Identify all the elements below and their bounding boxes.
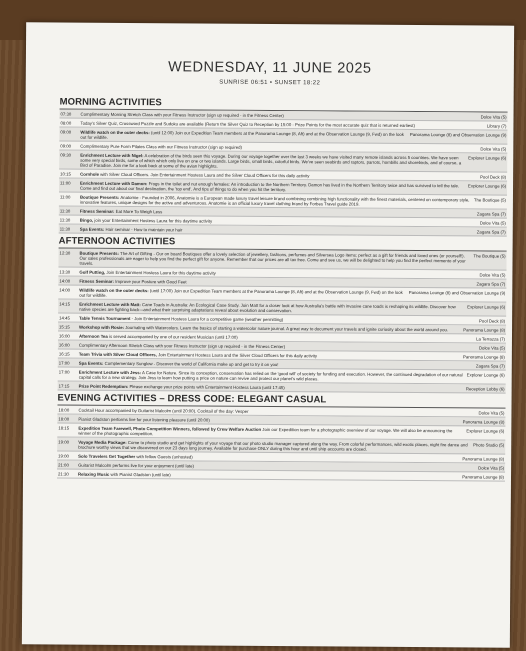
event-description xyxy=(79,269,479,277)
event-detail: A Case for Nature. Since its conception, conservation has relied on the 'good will' of society for funding and execution. However, the continued degradation of our natural capital calls for a new strategy. Join Jess to learn how putting a price on nature can revive and protect our planet's wild places. xyxy=(78,369,463,381)
event-detail: Today's Silver Quiz, Crossword Puzzle and Sudoku are available (Return the Silver Quiz to Reception by 15:00 - Prize Points for the most accurate quiz that is returned earliest) xyxy=(80,120,415,128)
event-location: Panorama Lounge (8) xyxy=(462,455,505,462)
event-location: Dolce Vita (5) xyxy=(478,409,505,416)
schedule-row xyxy=(59,225,507,237)
event-time: 16:00 xyxy=(58,333,70,339)
event-location: Dolce Vita (5) xyxy=(480,113,507,120)
event-description xyxy=(78,416,462,424)
event-description xyxy=(78,439,473,452)
event-description xyxy=(79,342,479,350)
event-description xyxy=(79,324,463,332)
event-location: Photo Studio (5) xyxy=(473,441,505,448)
event-title: Fitness Seminar: xyxy=(79,208,115,214)
event-time: 11:00 xyxy=(59,194,71,200)
event-time: 21:00 xyxy=(58,462,69,468)
schedule xyxy=(57,95,508,482)
event-detail: Cane Toads in Australia: An Ecological Case Study. Join Matt for a closer look at how Australia's battle with invasive cane toads is reshaping its wildlife. Discover how native species are fighting back—and what their surprising adaptations reveal about evolution and conservation. xyxy=(79,301,456,313)
event-detail: Complementary Sunglow - Discover the world of California make up and get to try it on you! xyxy=(104,360,279,367)
event-location: Dolce Vita (5) xyxy=(479,219,506,226)
event-description xyxy=(80,171,480,179)
event-title: Bingo, xyxy=(79,217,94,223)
sunrise-sunset: SUNRISE 06:51 • SUNSET 18:22 xyxy=(219,79,321,87)
event-title: Spa Events: xyxy=(79,226,105,232)
event-description xyxy=(78,453,462,461)
event-location: La Terrazza (7) xyxy=(476,335,505,342)
event-detail: The Art of Gifting - Our on board Boutiques offer a lovely selection of jewellery, fashions, perfumes and Silversea Logo items; perfect as a gift for friends and loved ones (or yourself!). Our sales professionals are eager to help you find the perfect gift for anyone. Remember that our prices are all tax free. Come and see us, we will be delighted to help you find the perfect memento of your travels. xyxy=(79,250,466,266)
event-detail: is served accompanied by one of our resident Musician (until 17:00) xyxy=(108,333,238,340)
event-title: Boutique Presents: xyxy=(79,250,119,256)
event-description xyxy=(80,180,468,193)
event-time: 21:30 xyxy=(58,471,69,477)
event-description xyxy=(80,143,480,151)
event-title: Team Trivia with Silver Cloud Officers, xyxy=(78,351,157,357)
schedule-row xyxy=(58,382,506,394)
event-description xyxy=(79,287,409,299)
event-detail: Complimentary Afternoon Stretch Class with your Fitness Instructor (sign up required - in the Fitness Center) xyxy=(78,342,286,349)
event-title: Relaxing Music xyxy=(78,471,110,477)
event-location: The Boutique (5) xyxy=(473,196,506,203)
event-description xyxy=(79,250,473,268)
event-description xyxy=(80,226,477,234)
event-detail: Eat More To Weigh Less xyxy=(115,208,163,214)
page-title: WEDNESDAY, 11 JUNE 2025 xyxy=(168,59,372,77)
event-time: 11:00 xyxy=(60,180,71,186)
event-time: 17:00 xyxy=(58,369,70,375)
event-detail: A celebration of the birds seen this voyage. During our voyage together over the last 3 weeks we have visited many remote islands across 5 countries. We have seen some very special birds, some of which which only live on one or two islands. Large birds, small birds, colorful birds. We've seen seabirds and raptors, parrots, hornbills and shorebirds, and of course, a Bird of Paradise. Join me for a look back at some of the avian highlights. xyxy=(80,152,462,169)
event-location: Panorama Lounge (8) xyxy=(463,326,506,333)
event-description xyxy=(81,111,481,119)
event-location: Dolce Vita (5) xyxy=(480,145,507,152)
event-title: Table Tennis Tournament xyxy=(79,315,131,321)
event-detail: Frogs in the toilet and nut enough females: An introduction to the Northern Territory. Damon has lived in the Northern Territory twice and has survived to tell the tale. Come and find out about our final destination, the 'top end'. And tips of things to do when you hit the territory. xyxy=(80,180,460,192)
event-detail: Cocktail Hour accompanied by Guitarist Malcolm (until 20:00). Cocktail of the day: Vesper xyxy=(78,407,249,414)
event-title: Workshop with Rosie: xyxy=(79,324,125,330)
event-time: 14:15 xyxy=(59,301,70,307)
event-time: 16:00 xyxy=(58,342,70,348)
event-detail: Join Entertainment Hostess Laura and the Silver Cloud Officers for this daily activity xyxy=(158,351,318,358)
event-detail: (until 17:00) Join our Expedition Team members at the Panorama Lounge (8, Aft) and at the Observation Lounge (9, Fwd) on the look out for wildlife. xyxy=(79,287,403,298)
event-title: Enrichment Lecture with Nigel: xyxy=(80,152,144,158)
event-detail: join your Entertainment Hostess Laura for this daytime activity xyxy=(94,217,213,224)
event-location: Zagara Spa (7) xyxy=(476,280,506,287)
event-title: Expedition Team Farewell, Photo Competition Winners, followed by Crew Welfare Auction xyxy=(78,425,262,432)
event-time: 18:00 xyxy=(58,407,70,413)
event-detail: with Pianist Gladston (until late) xyxy=(110,471,171,477)
event-location: Zagara Spa (7) xyxy=(476,228,506,235)
event-description xyxy=(80,120,486,128)
event-description xyxy=(79,369,467,382)
event-time: 12:30 xyxy=(59,250,71,256)
event-title: Wildlife watch on the outer decks: xyxy=(80,129,150,135)
event-time: 14:00 xyxy=(59,287,71,293)
event-detail: Come to photo studio and get highlights of your voyage that our photo studio manager captured along the way. From colorful performances, wild exotic places, night fire dance and brochure worthy views that we discovered on our 23 days long journey. Available for purchase ONLY during this hour and until ship accounts are closed. xyxy=(78,439,468,452)
event-location: Pool Deck (8) xyxy=(479,317,506,324)
event-detail: with Silver Cloud Officers. Join Entertainment Hostess Laura and the Silver Cloud Officers for this daily activity xyxy=(100,171,310,178)
event-time: 17:15 xyxy=(58,383,70,389)
event-detail: Hair seminar - How to maintain your hair xyxy=(105,226,183,232)
event-location: Panorama Lounge (8) xyxy=(463,353,505,360)
event-detail: with fellow Guests (unhosted) xyxy=(136,453,193,459)
section-heading: MORNING ACTIVITIES xyxy=(60,97,508,113)
event-title: Cornhole xyxy=(80,171,99,177)
event-detail: Anatomie - Founded in 2006, Anatomie is a European made luxury travel leisure brand combining combining high functionality with the finest materials, centered on contemporary style, innovative features, unique designs for the active and adventurous. Anatomie is an official luxury travel clothing brand by Forbes Travel guide 2019. xyxy=(79,194,470,207)
event-location: Panorama Lounge (8) xyxy=(462,418,505,425)
event-time: 10:15 xyxy=(60,171,71,177)
event-title: Enrichment Lecture with Damon: xyxy=(80,180,148,186)
schedule-row xyxy=(57,470,505,482)
event-time: 19:00 xyxy=(58,439,70,445)
event-time: 15:15 xyxy=(59,324,70,330)
section-heading: EVENING ACTIVITIES – DRESS CODE: ELEGANT CASUAL xyxy=(58,393,506,409)
section-heading: AFTERNOON ACTIVITIES xyxy=(59,236,507,252)
event-title: Wildlife watch on the outer decks: xyxy=(79,287,149,293)
event-location: Explorer Lounge (6) xyxy=(468,154,507,161)
event-time: 18:15 xyxy=(58,425,70,431)
event-detail: Please exchange your prize points with Entertainment Hostess Laura (until 17:45) xyxy=(129,383,285,390)
event-detail: Pianist Gladston performs live for your listening pleasure (until 20:00) xyxy=(78,416,210,423)
event-title: Golf Putting, xyxy=(79,269,106,275)
event-title: Afternoon Tea xyxy=(78,333,108,339)
event-description xyxy=(79,333,476,341)
event-time: 08:00 xyxy=(60,120,72,126)
event-description xyxy=(80,208,477,216)
event-time: 09:00 xyxy=(60,129,72,135)
event-description xyxy=(79,383,466,391)
event-description xyxy=(79,351,463,359)
event-time: 11:30 xyxy=(59,226,71,232)
event-time: 14:45 xyxy=(59,315,70,321)
event-title: Voyage Media Package: xyxy=(78,439,127,445)
event-title: Enrichment Lecture with Jess: xyxy=(78,369,142,375)
event-description xyxy=(78,407,478,415)
event-description xyxy=(78,471,462,479)
event-location: Dolce Vita (5) xyxy=(478,344,505,351)
event-time: 14:00 xyxy=(59,278,71,284)
event-location: Reception Lobby (6) xyxy=(465,385,505,392)
event-time: 19:00 xyxy=(58,453,69,459)
event-time: 17:00 xyxy=(58,360,70,366)
event-detail: (until 12:00) Join our Expedition Team members at the Panorama Lounge (8, Aft) and at the Observation Lounge (9, Fwd) on the look out for wildlife. xyxy=(80,129,404,140)
event-description xyxy=(78,462,478,470)
event-detail: Complimentary Pure Form Pilates Class with our Fitness Instructor (sign up required) xyxy=(80,143,243,150)
event-detail: Join Entertainment Hostess Laura for this daytime activity xyxy=(106,269,216,276)
event-description xyxy=(78,425,466,438)
event-location: The Boutique (5) xyxy=(473,252,506,259)
event-description xyxy=(80,129,410,141)
event-location: Panorama Lounge (8) xyxy=(462,473,505,480)
event-detail: Complimentary Morning Stretch Class with your Fitness Instructor (sign up required - in the Fitness Center) xyxy=(80,111,284,118)
event-time: 11:30 xyxy=(59,208,71,214)
event-location: Panorama Lounge (8) and Observation Lounge (9) xyxy=(409,131,507,138)
event-description xyxy=(79,360,476,368)
event-detail: Guitarist Malcolm performs live for your enjoyment (until late) xyxy=(78,462,194,468)
event-title: Spa Events: xyxy=(78,360,104,366)
event-title: Prize Point Redemption: xyxy=(78,383,129,389)
event-description xyxy=(79,278,476,286)
event-title: Fitness Seminar: xyxy=(79,278,115,284)
event-location: Explorer Lounge (6) xyxy=(466,427,505,434)
event-time: 13:30 xyxy=(59,269,71,275)
event-location: Panorama Lounge (8) and Observation Lounge (9) xyxy=(408,289,506,296)
event-location: Dolce Vita (5) xyxy=(478,464,505,471)
event-location: Zagara Spa (7) xyxy=(475,362,505,369)
event-location: Explorer Lounge (6) xyxy=(467,303,506,310)
event-time: 09:00 xyxy=(60,143,72,149)
event-location: Explorer Lounge (6) xyxy=(468,182,507,189)
event-location: Pool Deck (8) xyxy=(480,173,507,180)
daily-program-sheet xyxy=(22,22,514,647)
event-location: Zagara Spa (7) xyxy=(476,210,506,217)
event-description xyxy=(79,301,467,314)
event-detail: Join our Expedition team for a photographic overview of our voyage. We will also be announcing the winner of the photographic competition. xyxy=(78,426,453,436)
event-location: Explorer Lounge (6) xyxy=(466,371,505,378)
event-time: 07:30 xyxy=(60,111,72,117)
event-title: Solo Travelers Get Together xyxy=(78,453,136,459)
event-time: 16:15 xyxy=(58,351,70,357)
event-detail: Journaling with Watercolors. Learn the basics of starting a watercolor nature journal. A great way to document your travels and ignite curiosity about the world around you. xyxy=(125,324,449,332)
event-detail: - Join Entertainment Hostess Laura for a competitive game (weather permitting) xyxy=(131,315,284,322)
event-location: Library (7) xyxy=(486,123,507,129)
event-time: 18:00 xyxy=(58,416,70,422)
event-description xyxy=(79,315,479,323)
event-description xyxy=(80,152,468,170)
event-title: Enrichment Lecture with Matt: xyxy=(79,301,141,307)
event-location: Dolce Vita (5) xyxy=(479,271,506,278)
event-description xyxy=(80,217,480,225)
event-time: 11:30 xyxy=(59,217,71,223)
event-detail: Improve your Posture with Good Feet xyxy=(115,278,187,284)
event-time: 09:30 xyxy=(60,152,72,158)
event-description xyxy=(80,194,474,207)
event-title: Boutique Presents: xyxy=(79,194,120,200)
